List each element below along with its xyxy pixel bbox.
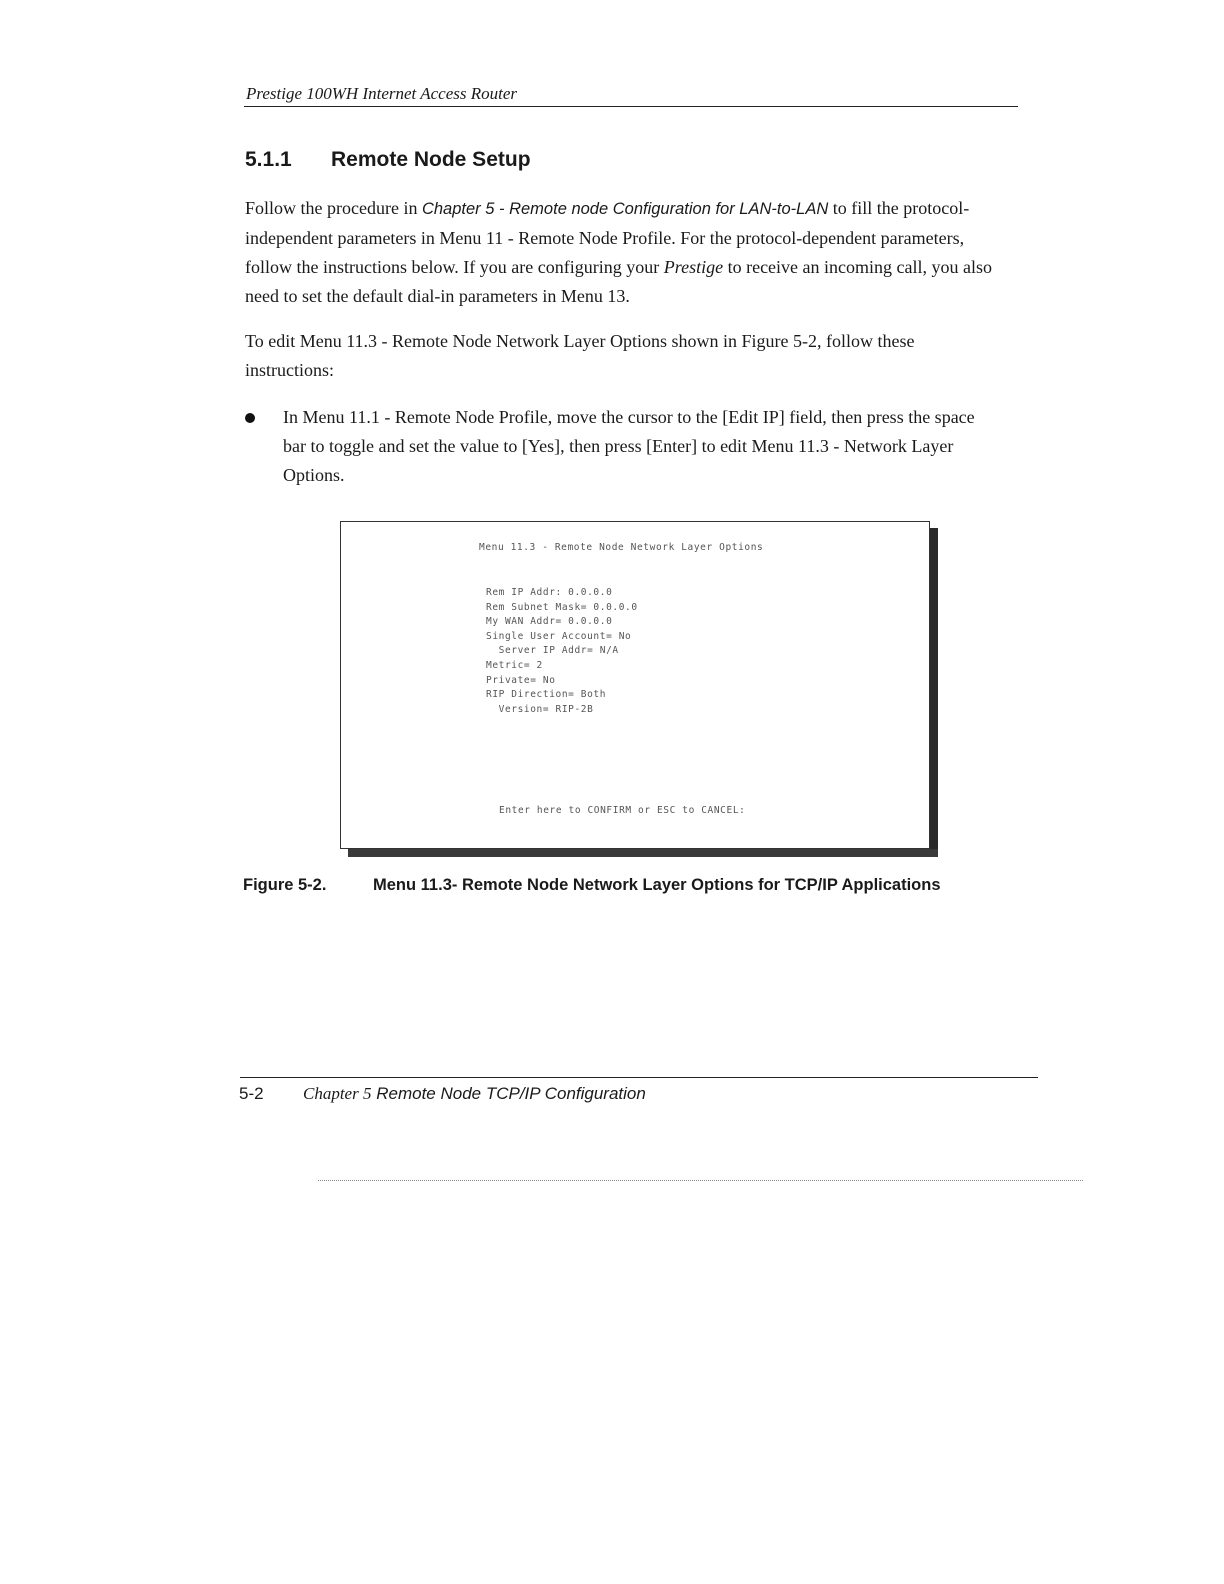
terminal-field: Metric= 2 [486,659,543,671]
figure-shadow-bottom [348,849,938,857]
footer-rule [240,1077,1038,1078]
terminal-field: My WAN Addr= 0.0.0.0 [486,616,613,628]
intro-text-1: Follow the procedure in [245,198,422,218]
bullet-text-1: In Menu 11.1 - Remote Node Profile, move the cursor to the [Edit IP] field, then press the space bar to toggle and set the value to [Yes], then press [283,407,975,456]
footer-chapter-label: Chapter 5 [303,1084,372,1103]
intro-text-2: to fill the protocol-independent parameters in Menu 11 - Remote Node Profile. For the protocol-dependent parameters, follow the instructions below. If you are configuring your [245,198,970,277]
terminal-confirm-prompt: Enter here to CONFIRM or ESC to CANCEL: [499,805,746,816]
bullet-icon [245,413,255,423]
terminal-field: Single User Account= No [486,630,632,642]
terminal-field: Server IP Addr= N/A [486,645,619,657]
running-header: Prestige 100WH Internet Access Router [246,84,517,103]
bullet-text [283,403,993,490]
figure-caption-text: Menu 11.3- Remote Node Network Layer Options for TCP/IP Applications [373,876,941,894]
terminal-screen-figure [340,521,930,849]
chapter-reference: Chapter 5 - Remote node Configuration for LAN-to-LAN [421,200,829,218]
footer-chapter-title: Remote Node TCP/IP Configuration [376,1084,646,1103]
intro-paragraph [245,194,1005,311]
section-number: 5.1.1 [245,148,292,171]
terminal-field: Version= RIP-2B [486,703,594,715]
figure-shadow-right [930,528,938,856]
page-number: 5-2 [239,1084,264,1103]
bullet-text-2: to edit Menu 11.3 - Network Layer Options. [283,436,954,485]
terminal-field: Rem Subnet Mask= 0.0.0.0 [486,601,638,613]
enter-key-label: [Enter] [646,436,698,456]
edit-instructions-paragraph: To edit Menu 11.3 - Remote Node Network Layer Options shown in Figure 5-2, follow these instructions: [245,331,915,380]
product-name: Prestige [663,257,724,277]
terminal-field-list [486,586,638,717]
terminal-field: Private= No [486,674,556,686]
section-heading [245,148,531,172]
scan-artifact-divider [318,1180,1083,1181]
section-title: Remote Node Setup [331,148,531,171]
page-footer [239,1084,646,1104]
header-rule [244,106,1018,107]
terminal-menu-title: Menu 11.3 - Remote Node Network Layer Options [479,542,764,553]
figure-caption [243,876,941,895]
intro-text-3: to receive an incoming call, you also need to set the default dial-in parameters in Menu 13. [245,257,992,306]
terminal-field: RIP Direction= Both [486,689,607,701]
figure-number: Figure 5-2. [243,876,327,894]
terminal-field: Rem IP Addr: 0.0.0.0 [486,587,613,598]
bullet-item [245,403,1005,490]
